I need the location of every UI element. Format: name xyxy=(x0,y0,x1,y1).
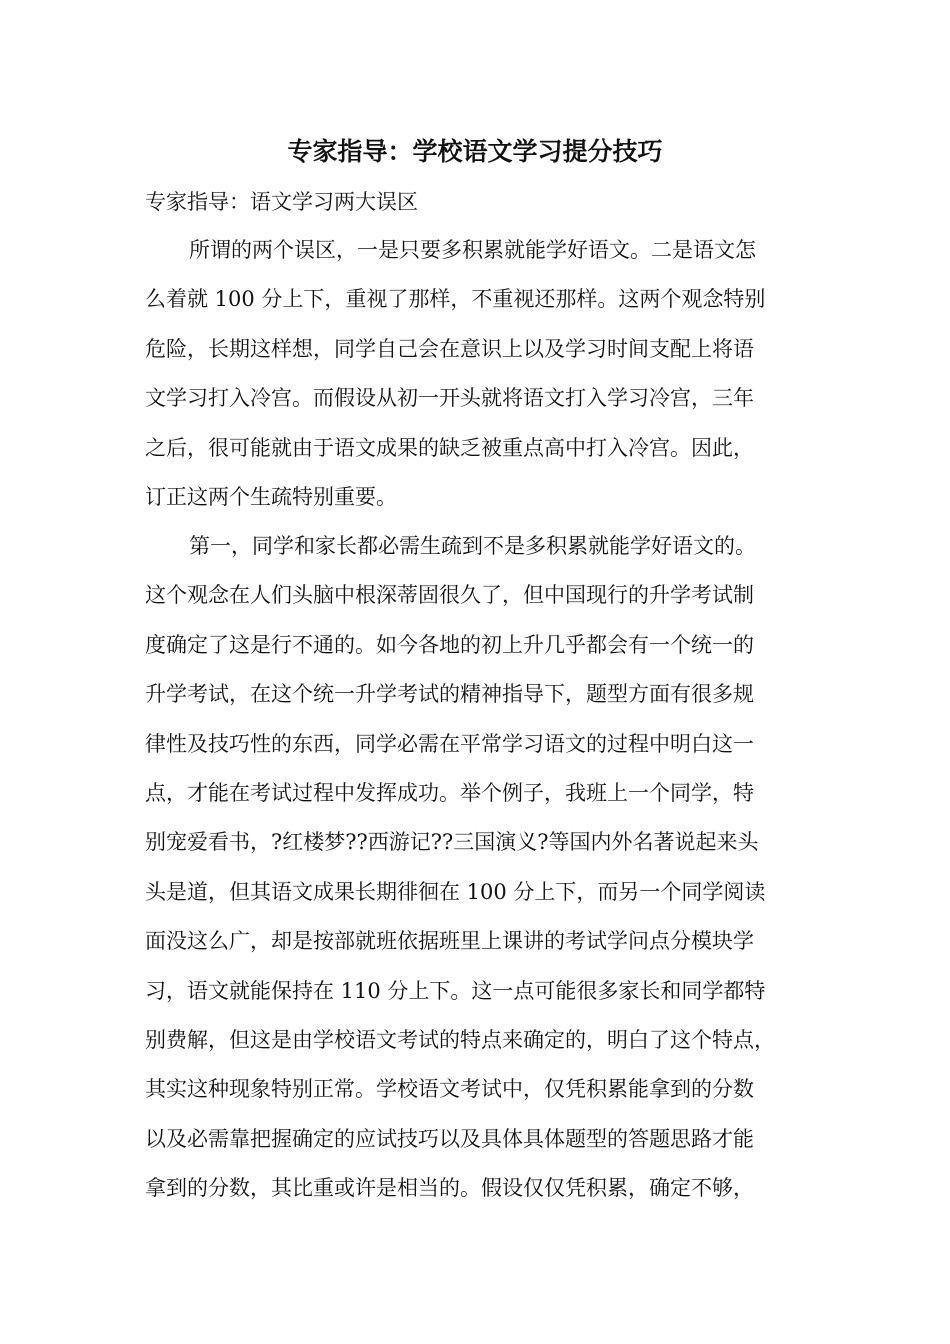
paragraph-line: 以及必需靠把握确定的应试技巧以及具体具体题型的答题思路才能 xyxy=(145,1126,754,1151)
paragraph-1 xyxy=(145,226,825,522)
section-subheading: 专家指导：语文学习两大误区 xyxy=(145,190,418,214)
paragraph-line: 之后，很可能就由于语文成果的缺乏被重点高中打入冷宫。因此， xyxy=(145,435,754,460)
paragraph-line: 拿到的分数，其比重或许是相当的。假设仅仅凭积累，确定不够， xyxy=(145,1176,754,1201)
paragraph-line: 第一，同学和家长都必需生疏到不是多积累就能学好语文的。 xyxy=(189,534,756,558)
paragraph-line: 订正这两个生疏特别重要。 xyxy=(145,484,397,509)
paragraph-line: 别费解，但这是由学校语文考试的特点来确定的，明白了这个特点， xyxy=(145,1027,775,1052)
paragraph-line: 头是道，但其语文成果长期徘徊在 100 分上下，而另一个同学阅读 xyxy=(145,879,766,904)
paragraph-line: 点，才能在考试过程中发挥成功。举个例子，我班上一个同学，特 xyxy=(145,780,754,805)
paragraph-line: 度确定了这是行不通的。如今各地的初上升几乎都会有一个统一的 xyxy=(145,632,754,657)
paragraph-line: 这个观念在人们头脑中根深蒂固很久了，但中国现行的升学考试制 xyxy=(145,583,754,608)
paragraph-line: 面没这么广，却是按部就班依据班里上课讲的考试学问点分模块学 xyxy=(145,929,754,954)
paragraph-line: 别宠爱看书，?红楼梦??西游记??三国演义?等国内外名著说起来头 xyxy=(145,830,759,855)
document-title: 专家指导：学校语文学习提分技巧 xyxy=(287,137,663,166)
paragraph-line: 习，语文就能保持在 110 分上下。这一点可能很多家长和同学都特 xyxy=(145,978,766,1003)
paragraph-line: 升学考试，在这个统一升学考试的精神指导下，题型方面有很多规 xyxy=(145,682,754,707)
paragraph-2 xyxy=(145,522,825,1213)
paragraph-line: 所谓的两个误区，一是只要多积累就能学好语文。二是语文怎 xyxy=(189,238,756,262)
paragraph-line: 么着就 100 分上下，重视了那样，不重视还那样。这两个观念特别 xyxy=(145,287,766,312)
paragraph-line: 危险，长期这样想，同学自己会在意识上以及学习时间支配上将语 xyxy=(145,336,754,361)
paragraph-line: 律性及技巧性的东西，同学必需在平常学习语文的过程中明白这一 xyxy=(145,731,754,756)
paragraph-line: 文学习打入冷宫。而假设从初一开头就将语文打入学习冷宫，三年 xyxy=(145,386,754,411)
paragraph-line: 其实这种现象特别正常。学校语文考试中，仅凭积累能拿到的分数 xyxy=(145,1077,754,1102)
